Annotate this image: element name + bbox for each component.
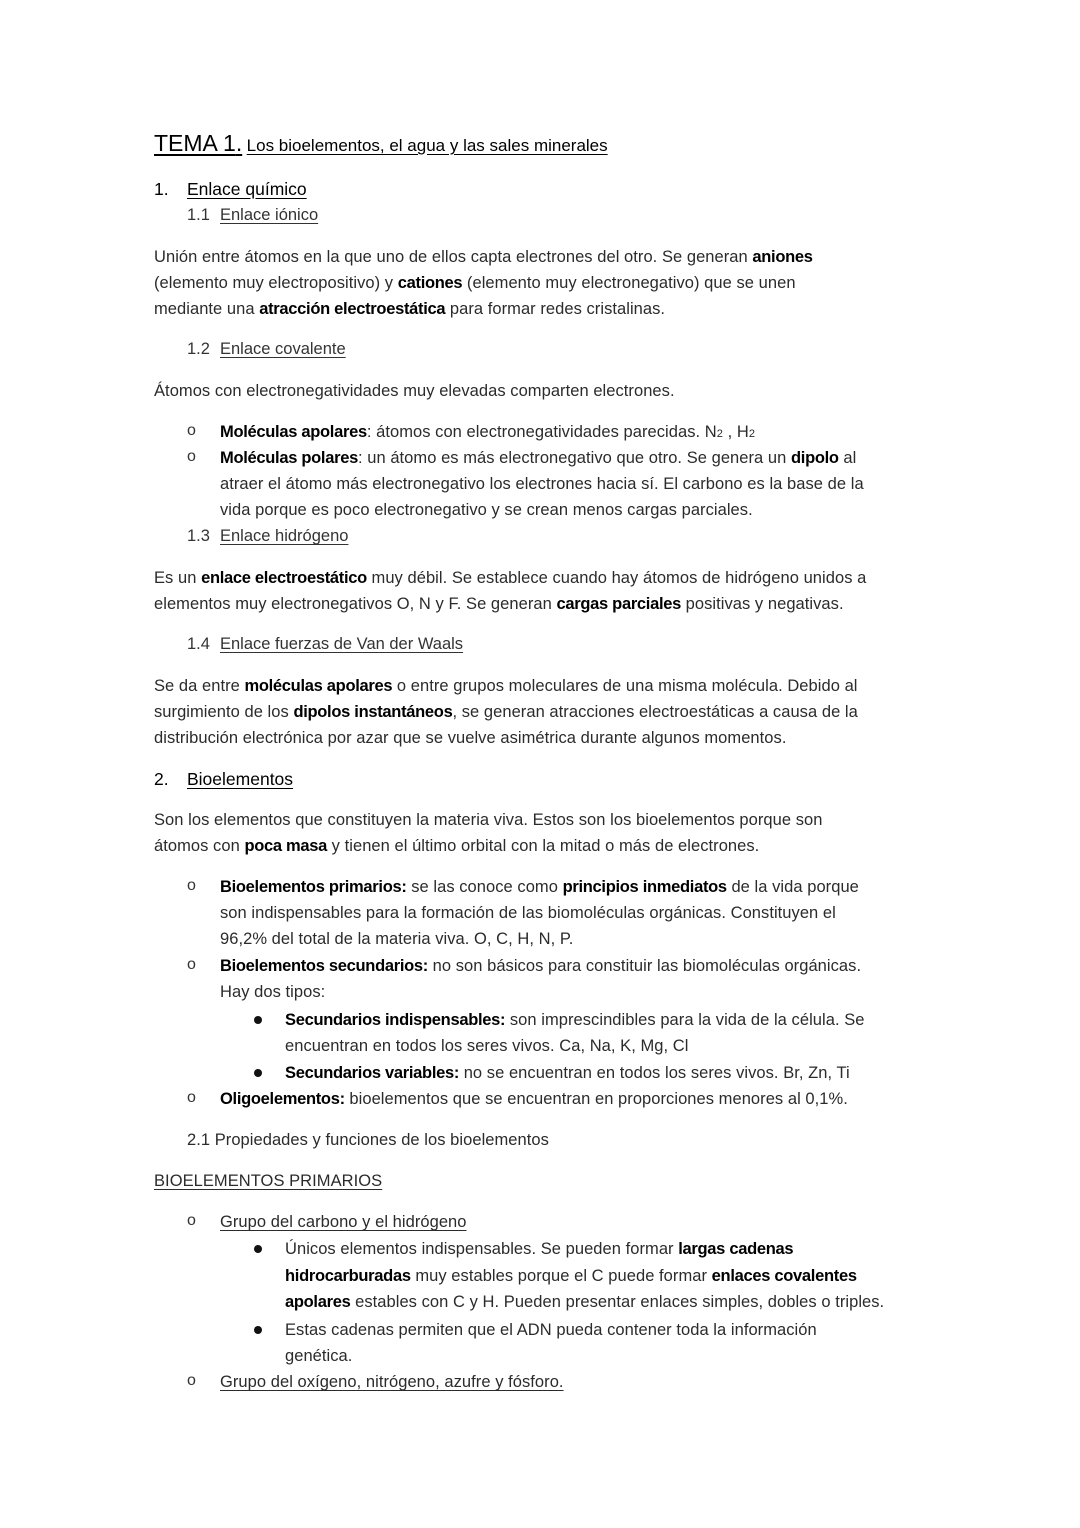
hollow-bullet-icon: o — [187, 956, 196, 973]
list-item-line: 96,2% del total de la materia viva. O, C, H, N, P. — [220, 930, 574, 948]
list-item: Bioelementos secundarios: no son básicos para constituir las biomoléculas orgánicas. — [220, 957, 862, 975]
sub-list-item-line: apolares estables con C y H. Pueden presentar enlaces simples, dobles o triples. — [285, 1293, 885, 1311]
sub-list-item: Estas cadenas permiten que el ADN pueda contener toda la información — [285, 1321, 817, 1339]
filled-bullet-icon — [254, 1326, 262, 1334]
paragraph-line: (elemento muy electropositivo) y cationes (elemento muy electronegativo) que se unen — [154, 274, 796, 292]
paragraph-line: Se da entre moléculas apolares o entre grupos moleculares de una misma molécula. Debido al — [154, 677, 858, 695]
hollow-bullet-icon: o — [187, 1212, 196, 1229]
title-subtitle: Los bioelementos, el agua y las sales minerales — [246, 136, 608, 155]
paragraph-line: mediante una atracción electroestática para formar redes cristalinas. — [154, 300, 666, 318]
section-2-heading: 2. Bioelementos — [154, 769, 294, 789]
list-item: Moléculas polares: un átomo es más electronegativo que otro. Se genera un dipolo al — [220, 449, 857, 467]
list-item-line: Hay dos tipos: — [220, 983, 326, 1001]
paragraph-line: distribución electrónica por azar que se vuelve asimétrica durante algunos momentos. — [154, 729, 787, 747]
hollow-bullet-icon: o — [187, 422, 196, 439]
sub-list-item-line: encuentran en todos los seres vivos. Ca, Na, K, Mg, Cl — [285, 1037, 689, 1055]
section-1-2-heading: 1.2 Enlace covalente — [187, 340, 346, 358]
paragraph-line: elementos muy electronegativos O, N y F. Se generan cargas parciales positivas y negativas. — [154, 595, 844, 613]
paragraph-line: átomos con poca masa y tienen el último orbital con la mitad o más de electrones. — [154, 837, 760, 855]
list-item: Oligoelementos: bioelementos que se encuentran en proporciones menores al 0,1%. — [220, 1090, 848, 1108]
filled-bullet-icon — [254, 1016, 262, 1024]
list-item-line: atraer el átomo más electronegativo los electrones hacia sí. El carbono es la base de la — [220, 475, 864, 493]
section-1-4-heading: 1.4 Enlace fuerzas de Van der Waals — [187, 635, 464, 653]
sub-list-item: Secundarios indispensables: son imprescindibles para la vida de la célula. Se — [285, 1011, 865, 1029]
hollow-bullet-icon: o — [187, 1372, 196, 1389]
sub-list-item-line: genética. — [285, 1347, 353, 1365]
paragraph-line: Son los elementos que constituyen la materia viva. Estos son los bioelementos porque son — [154, 811, 823, 829]
title-tema: TEMA 1 — [154, 130, 236, 156]
list-item-line: vida porque es poco electronegativo y se crean menos cargas parciales. — [220, 501, 753, 519]
page-title: TEMA 1. Los bioelementos, el agua y las sales minerales — [154, 130, 608, 156]
list-item: Moléculas apolares: átomos con electronegatividades parecidas. N2 , H2 — [220, 423, 755, 441]
group-carbono-heading: Grupo del carbono y el hidrógeno — [220, 1213, 467, 1231]
sub-list-item: Únicos elementos indispensables. Se pueden formar largas cadenas — [285, 1240, 794, 1258]
sub-list-item-line: hidrocarburadas muy estables porque el C puede formar enlaces covalentes — [285, 1267, 857, 1285]
section-2-1-heading: 2.1 Propiedades y funciones de los bioelementos — [187, 1131, 549, 1149]
list-item-line: son indispensables para la formación de las biomoléculas orgánicas. Constituyen el — [220, 904, 836, 922]
filled-bullet-icon — [254, 1245, 262, 1253]
sub-list-item: Secundarios variables: no se encuentran en todos los seres vivos. Br, Zn, Ti — [285, 1064, 850, 1082]
section-1-heading: 1. Enlace químico — [154, 179, 307, 199]
group-oxigeno-heading: Grupo del oxígeno, nitrógeno, azufre y fósforo. — [220, 1373, 564, 1391]
hollow-bullet-icon: o — [187, 1089, 196, 1106]
hollow-bullet-icon: o — [187, 877, 196, 894]
paragraph-line: Unión entre átomos en la que uno de ellos capta electrones del otro. Se generan aniones — [154, 248, 813, 266]
paragraph-line: Es un enlace electroestático muy débil. Se establece cuando hay átomos de hidrógeno unidos a — [154, 569, 867, 587]
section-1-1-heading: 1.1 Enlace iónico — [187, 206, 319, 224]
bioelementos-primarios-heading: BIOELEMENTOS PRIMARIOS — [154, 1172, 383, 1190]
hollow-bullet-icon: o — [187, 448, 196, 465]
paragraph-line: surgimiento de los dipolos instantáneos, se generan atracciones electroestáticas a causa de la — [154, 703, 858, 721]
filled-bullet-icon — [254, 1069, 262, 1077]
paragraph-line: Átomos con electronegatividades muy elevadas comparten electrones. — [154, 382, 675, 400]
list-item: Bioelementos primarios: se las conoce como principios inmediatos de la vida porque — [220, 878, 859, 896]
section-1-3-heading: 1.3 Enlace hidrógeno — [187, 527, 349, 545]
